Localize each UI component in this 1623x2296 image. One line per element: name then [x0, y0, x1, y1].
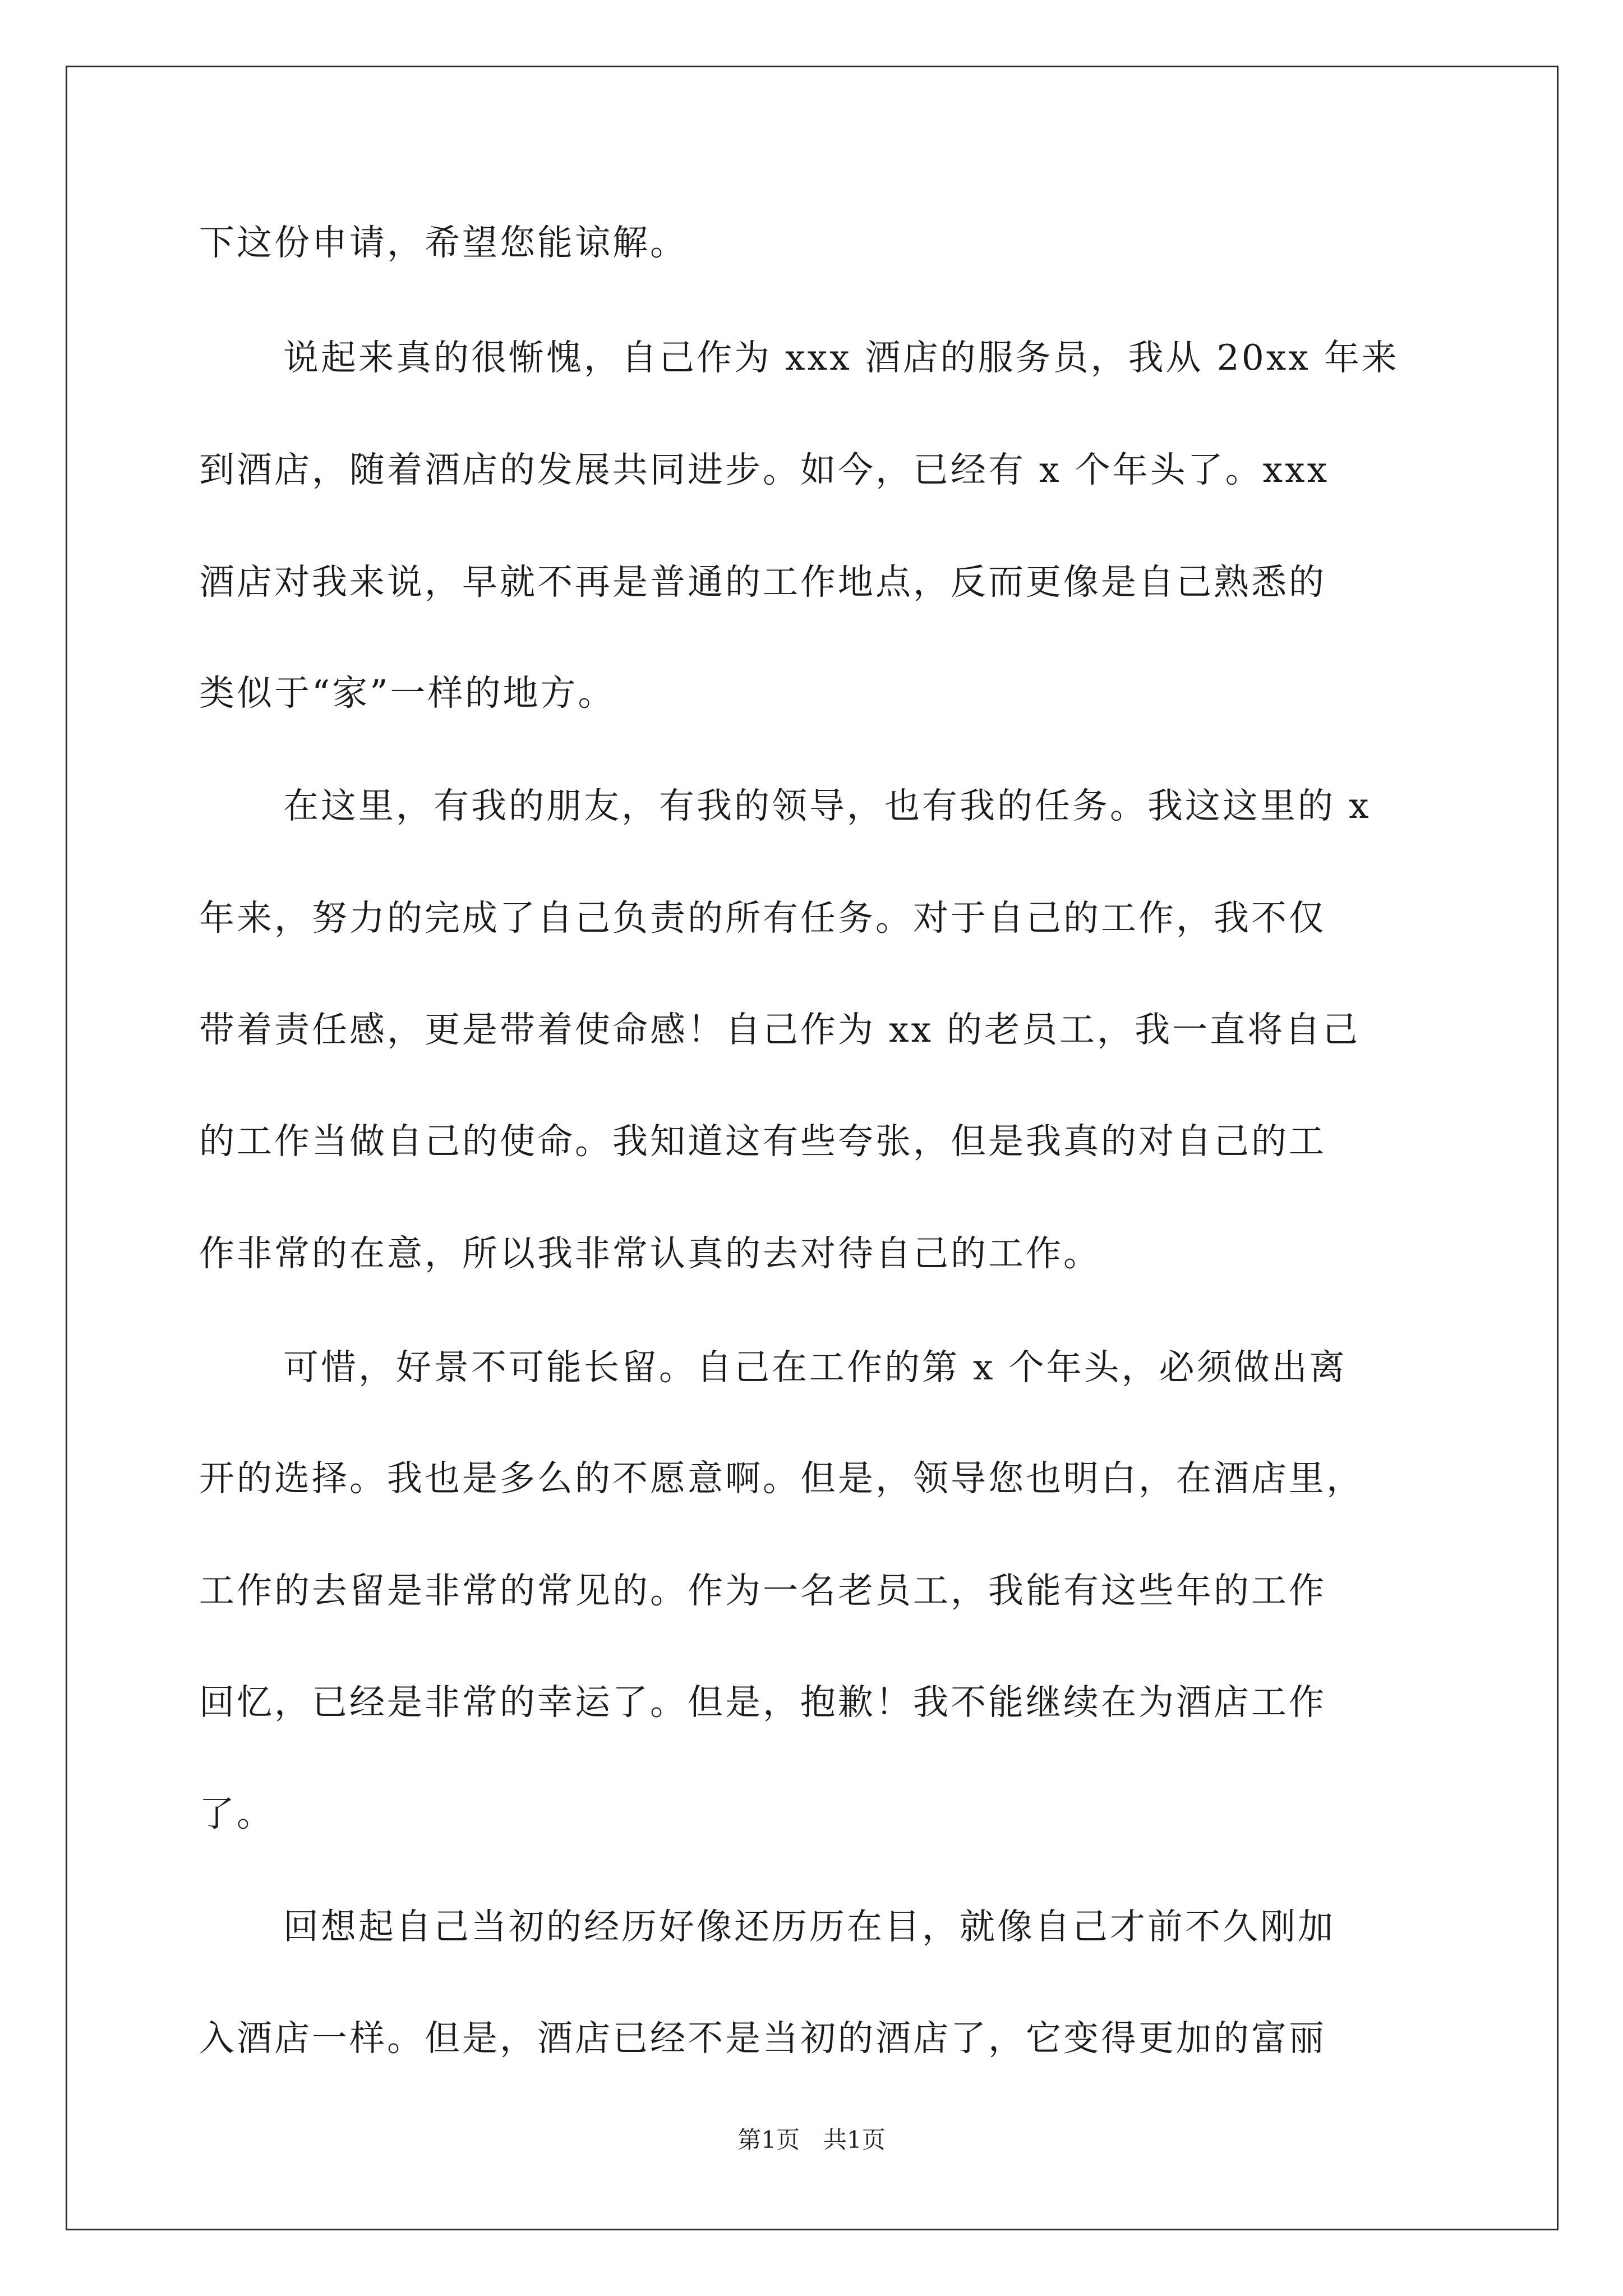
- text-line: 回忆，已经是非常的幸运了。但是，抱歉！我不能继续在为酒店工作: [199, 1682, 1326, 1723]
- text-line: 开的选择。我也是多么的不愿意啊。但是，领导您也明白，在酒店里，: [199, 1458, 1364, 1499]
- paragraph-first-line: 回想起自己当初的经历好像还历历在目，就像自己才前不久刚加: [283, 1906, 1335, 1947]
- text-line: 的工作当做自己的使命。我知道这有些夸张，但是我真的对自己的工: [199, 1121, 1326, 1162]
- text-line: 入酒店一样。但是，酒店已经不是当初的酒店了，它变得更加的富丽: [199, 2018, 1326, 2059]
- text-line: 年来，努力的完成了自己负责的所有任务。对于自己的工作，我不仅: [199, 898, 1326, 938]
- text-line: 工作的去留是非常的常见的。作为一名老员工，我能有这些年的工作: [199, 1570, 1326, 1611]
- page-footer: 第1页 共1页: [737, 2126, 886, 2154]
- text-line: 到酒店，随着酒店的发展共同进步。如今，已经有 x 个年头了。xxx: [199, 449, 1330, 490]
- text-line: 了。: [199, 1793, 274, 1834]
- paragraph-first-line: 在这里，有我的朋友，有我的领导，也有我的任务。我这这里的 x: [283, 785, 1371, 826]
- paragraph-first-line: 说起来真的很惭愧，自己作为 xxx 酒店的服务员，我从 20xx 年来: [283, 337, 1399, 378]
- text-line: 作非常的在意，所以我非常认真的去对待自己的工作。: [199, 1233, 1101, 1274]
- text-line: 下这份申请，希望您能谅解。: [199, 222, 688, 263]
- text-line: 类似于“家”一样的地方。: [199, 673, 616, 714]
- text-line: 带着责任感，更是带着使命感！自己作为 xx 的老员工，我一直将自己: [199, 1009, 1361, 1050]
- text-line: 酒店对我来说，早就不再是普通的工作地点，反而更像是自己熟悉的: [199, 562, 1326, 602]
- paragraph-first-line: 可惜，好景不可能长留。自己在工作的第 x 个年头，必须做出离: [283, 1347, 1347, 1388]
